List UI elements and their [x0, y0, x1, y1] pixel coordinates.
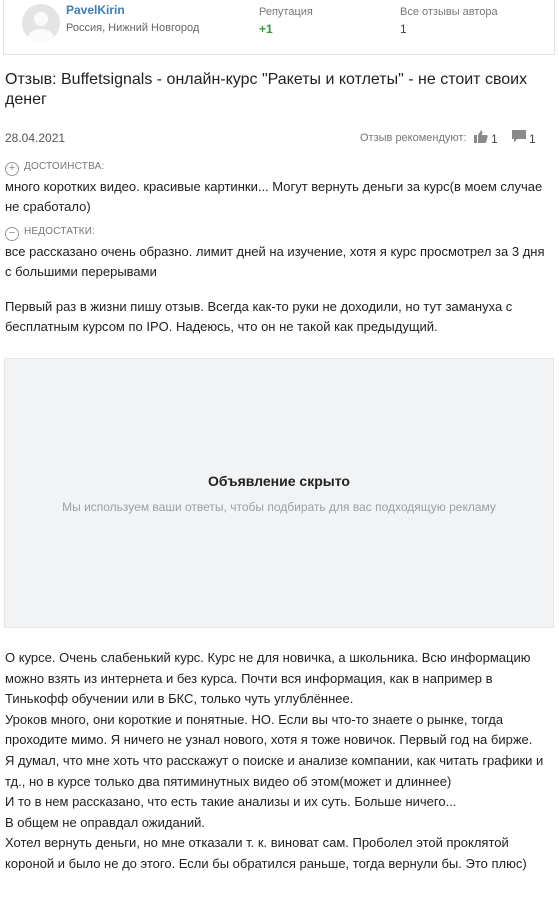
comment-icon[interactable] [512, 130, 526, 143]
pros-text: много коротких видео. красивые картинки... Могут вернуть деньги за курс(в моем случае не сработало) [5, 179, 543, 214]
likes-count: 1 [491, 132, 498, 146]
review-body-paragraph: В общем не оправдал ожиданий. [5, 814, 205, 830]
ad-hidden-title: Объявление скрыто [208, 473, 350, 489]
all-reviews-count[interactable]: 1 [400, 22, 407, 36]
pros-label: ДОСТОИНСТВА: [24, 161, 105, 172]
avatar[interactable] [22, 4, 60, 42]
review-title: Отзыв: Buffetsignals - онлайн-курс "Ракеты и котлеты" - не стоит своих денег [5, 71, 528, 108]
review-body-paragraph: Уроков много, они короткие и понятные. НО. Если вы что-то знаете о рынке, тогда проходите мимо. Я ничего не узнал нового, хотя я тоже новичок. Первый год на бирже. [5, 711, 533, 748]
minus-circle-icon: − [5, 227, 19, 241]
reputation-value: +1 [259, 22, 273, 36]
comments-count: 1 [529, 132, 536, 146]
review-body [5, 648, 553, 875]
ad-hidden-subtitle: Мы используем ваши ответы, чтобы подбирать для вас подходящую рекламу [62, 500, 496, 514]
all-reviews-label[interactable]: Все отзывы автора [400, 6, 498, 18]
plus-circle-icon: + [5, 162, 19, 176]
review-intro: Первый раз в жизни пишу отзыв. Всегда как-то руки не доходили, но тут замануха с бесплатным курсом по IPO. Надеюсь, что он не такой как предыдущий. [5, 299, 513, 334]
review-body-paragraph: О курсе. Очень слабенький курс. Курс не для новичка, а школьника. Всю информацию можно взять из интернета и без курса. Почти вся информация, как в например в Тинькофф обучении или в БКС, только чуть углублённее. [5, 650, 531, 707]
author-location: Россия, Нижний Новгород [66, 22, 200, 34]
user-silhouette-icon [22, 4, 60, 42]
author-card [3, 0, 555, 55]
hidden-ad-block [4, 358, 554, 628]
review-date: 28.04.2021 [5, 131, 66, 145]
recommend-label: Отзыв рекомендуют: [360, 132, 467, 144]
review-body-paragraph: Я думал, что мне хоть что расскажут о поиске и анализе компании, как читать графики и тд., но в курсе только два пятиминутных видео об этом(может и длиннее) [5, 752, 544, 789]
cons-label: НЕДОСТАТКИ: [24, 226, 96, 237]
cons-text: все рассказано очень образно. лимит дней на изучение, хотя я курс просмотрел за 3 дня с большими перерывами [5, 244, 545, 279]
reputation-label: Репутация [259, 6, 313, 18]
review-body-paragraph: И то в нем рассказано, что есть такие анализы и их суть. Больше ничего... [5, 794, 457, 810]
pros-heading [5, 161, 104, 176]
review-body-paragraph: Хотел вернуть деньги, но мне отказали т. к. виноват сам. Проболел этой проклятой короной и было не до этого. Если бы обратился раньше, тогда вернули бы. Это плюс) [5, 835, 527, 871]
cons-heading [5, 226, 95, 241]
author-name-link[interactable]: PavelKirin [66, 3, 125, 17]
thumbs-up-icon[interactable] [474, 130, 488, 143]
